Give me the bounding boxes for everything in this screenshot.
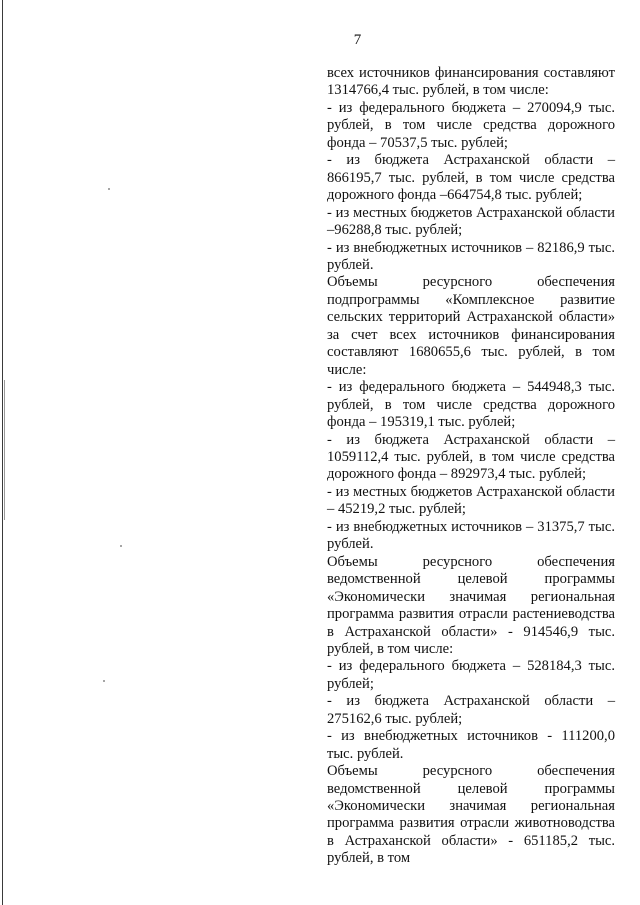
body-text-column	[327, 65, 615, 868]
paragraph-crop-regional: - из бюджета Астраханской области – 275162,6 тыс. рублей;	[327, 693, 615, 727]
paragraph-crop-federal: - из федерального бюджета – 528184,3 тыс. рублей;	[327, 658, 615, 692]
scan-speck	[120, 545, 122, 547]
scan-speck	[103, 680, 105, 682]
scan-speck	[108, 188, 110, 190]
paragraph-local-budgets: - из местных бюджетов Астраханской области –96288,8 тыс. рублей;	[327, 204, 615, 239]
paragraph-livestock-program: Объемы ресурсного обеспечения ведомственной целевой программы «Экономически значимая региональная программа развития отрасли животноводства в Астраханской области» - 651185,2 тыс. рублей, в том	[327, 763, 615, 867]
paragraph-regional-budget: - из бюджета Астраханской области – 866195,7 тыс. рублей, в том числе средства дорожного фонда –664754,8 тыс. рублей;	[327, 152, 615, 204]
paragraph-rural-subprogram: Объемы ресурсного обеспечения подпрограммы «Комплексное развитие сельских территорий Астраханской области» за счет всех источников финансирования составляют 1680655,6 тыс. рублей, в том числе:	[327, 274, 615, 378]
paragraph-rural-local: - из местных бюджетов Астраханской области – 45219,2 тыс. рублей;	[327, 483, 615, 518]
paragraph-crop-extrabudgetary: - из внебюджетных источников - 111200,0 тыс. рублей.	[327, 728, 615, 762]
paragraph-crop-program: Объемы ресурсного обеспечения ведомственной целевой программы «Экономически значимая региональная программа развития отрасли растениеводства в Астраханской области» - 914546,9 тыс. рублей, в том числе:	[327, 553, 615, 657]
scan-edge-line	[2, 0, 3, 905]
paragraph-rural-regional: - из бюджета Астраханской области – 1059112,4 тыс. рублей, в том числе средства дорожного фонда – 892973,4 тыс. рублей;	[327, 431, 615, 483]
paragraph-extrabudgetary: - из внебюджетных источников – 82186,9 тыс. рублей.	[327, 239, 615, 273]
paragraph-rural-federal: - из федерального бюджета – 544948,3 тыс. рублей, в том числе средства дорожного фонда – 195319,1 тыс. рублей;	[327, 379, 615, 431]
paragraph-rural-extrabudgetary: - из внебюджетных источников – 31375,7 тыс. рублей.	[327, 518, 615, 553]
paragraph-funding-total-continued: всех источников финансирования составляют 1314766,4 тыс. рублей, в том числе:	[327, 65, 615, 99]
paragraph-federal-budget: - из федерального бюджета – 270094,9 тыс. рублей, в том числе средства дорожного фонда – 70537,5 тыс. рублей;	[327, 99, 615, 151]
page-number: 7	[353, 32, 362, 48]
scan-edge-line-secondary	[4, 380, 5, 520]
